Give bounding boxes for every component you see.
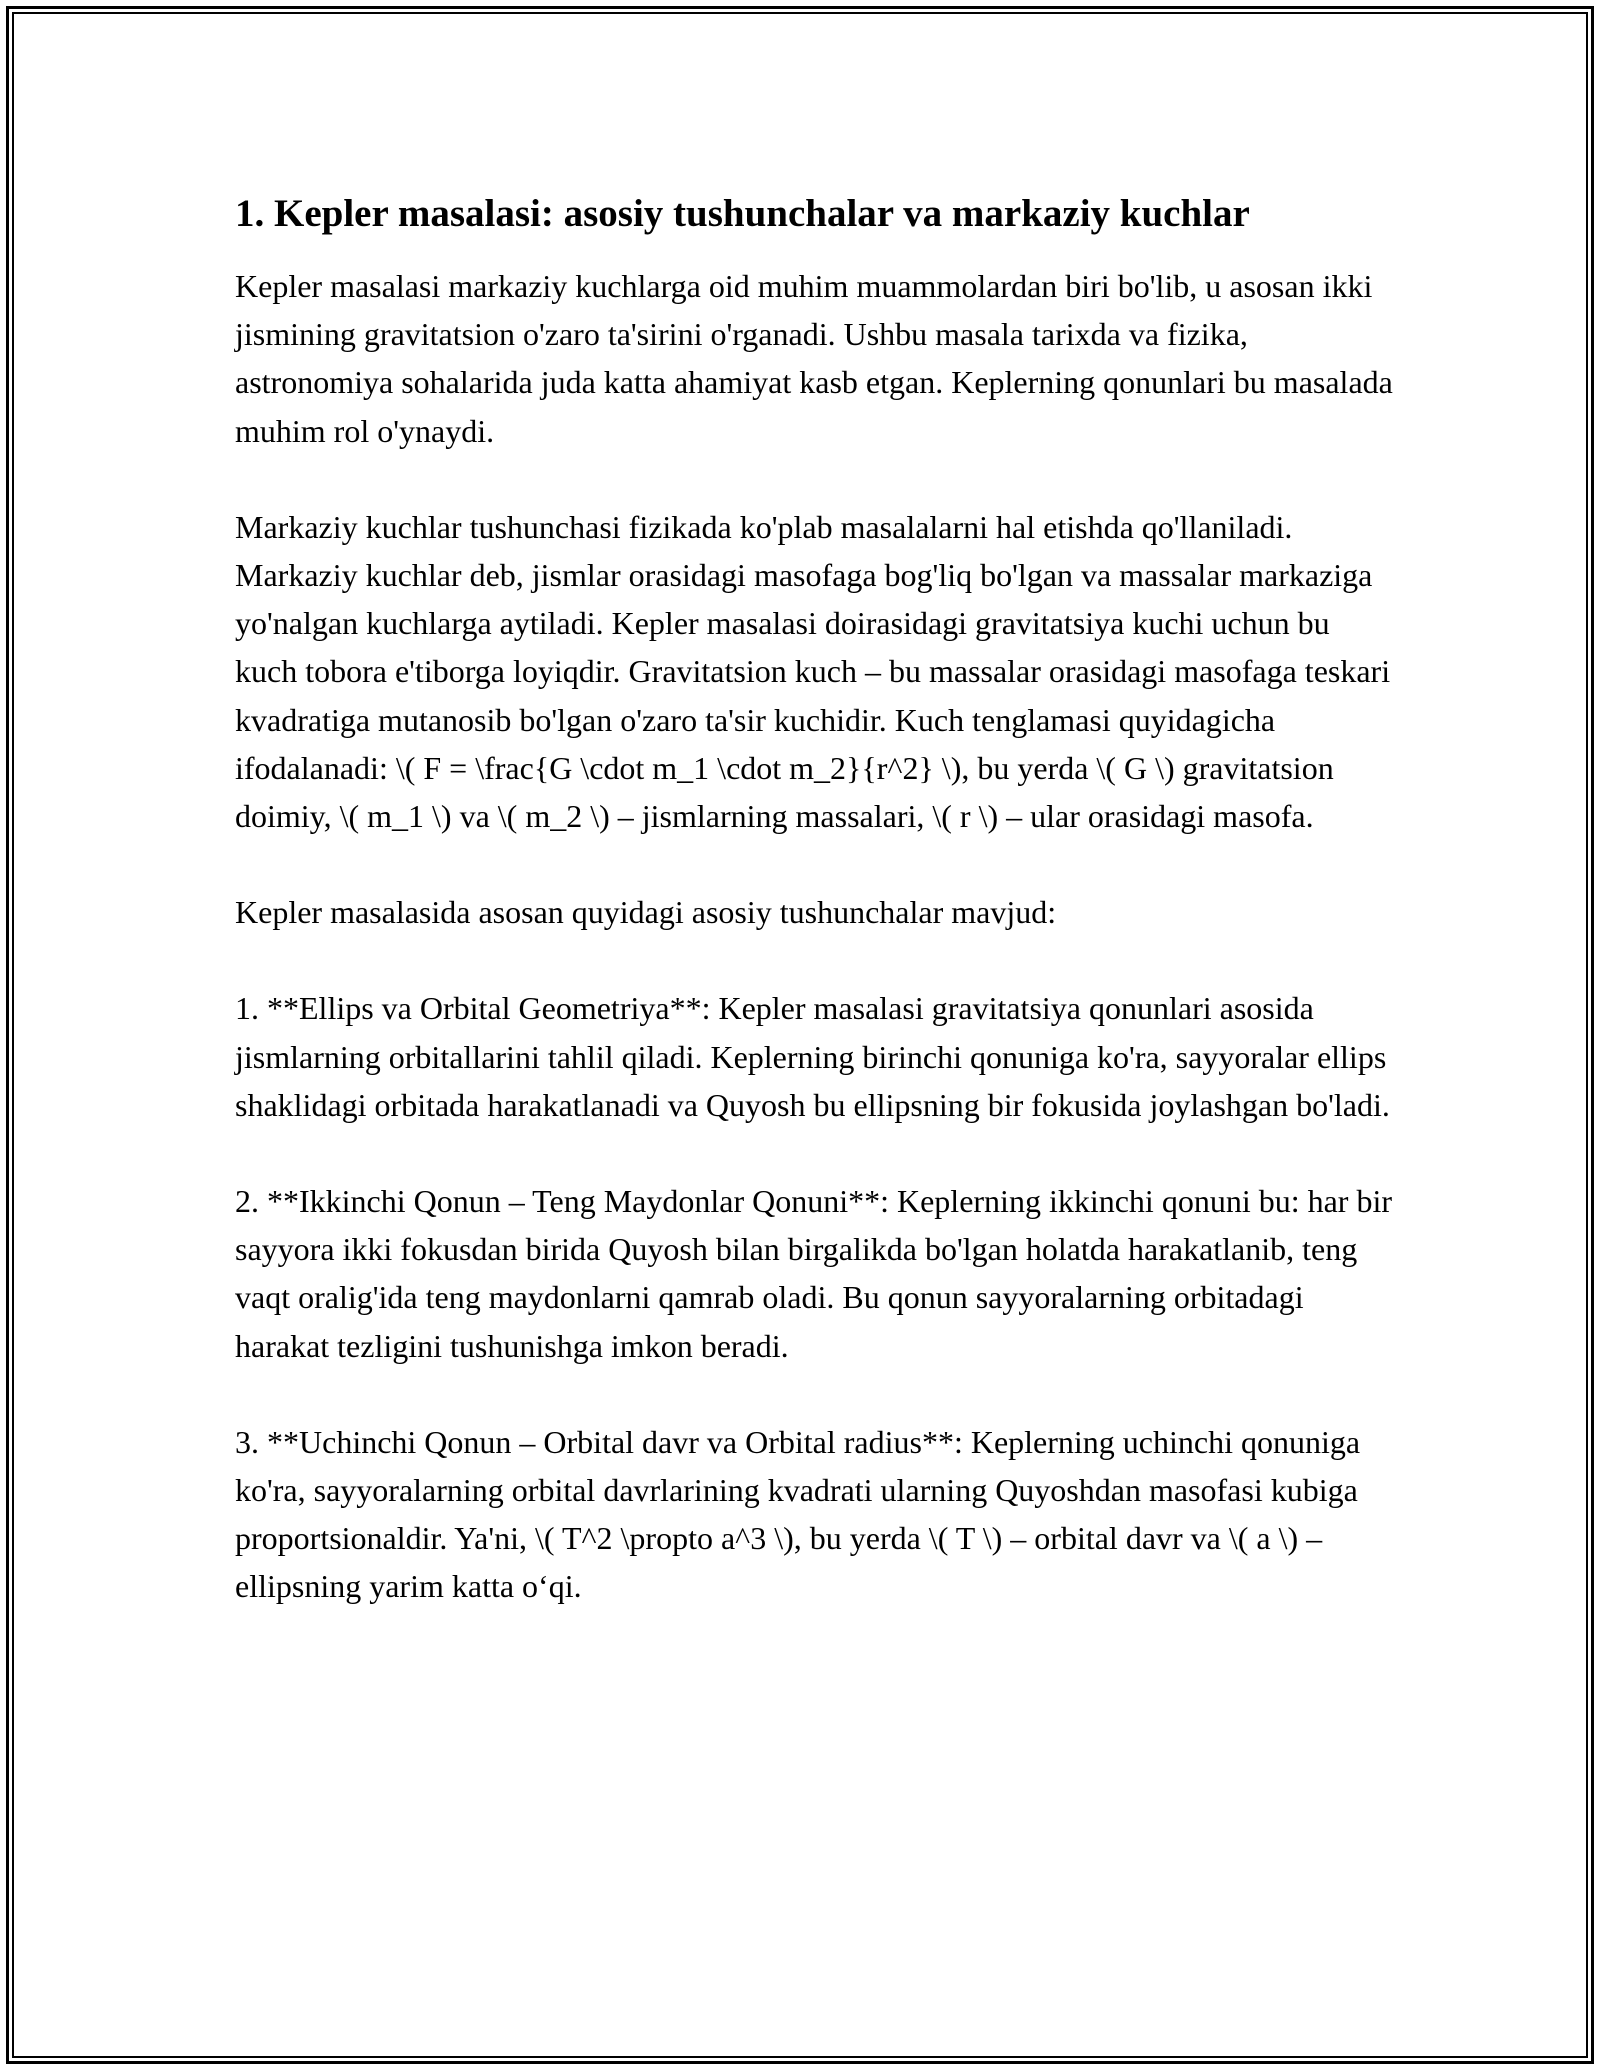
paragraph-concepts-lead: Kepler masalasida asosan quyidagi asosiy tushunchalar mavjud: — [235, 894, 1057, 931]
list-item-third-law: 3. **Uchinchi Qonun – Orbital davr va Orbital radius**: Keplerning uchinchi qonuniga ko'ra, sayyoralarning orbital davrlarining kvadrati ularning Quyoshdan masofasi kubiga proportsionaldir. Ya'ni, \( T^2 \propto a^3 \), bu yerda \( T \) – orbital davr va \( a \) – ellipsning yarim katta o‘qi. — [235, 1423, 1361, 1605]
paragraph-intro: Kepler masalasi markaziy kuchlarga oid muhim muammolardan biri bo'lib, u asosan ikki jismining gravitatsion o'zaro ta'sirini o'rganadi. Ushbu masala tarixda va fizika, astronomiya sohalarida juda katta ahamiyat kasb etgan. Keplerning qonunlari bu masalada muhim rol o'ynaydi. — [235, 268, 1393, 449]
list-item-first-law: 1. **Ellips va Orbital Geometriya**: Kepler masalasi gravitatsiya qonunlari asosida jismlarning orbitallarini tahlil qiladi. Keplerning birinchi qonuniga ko'ra, sayyoralar ellips shaklidagi orbitada harakatlanadi va Quyosh bu ellipsning bir fokusida joylashgan bo'ladi. — [235, 990, 1390, 1123]
paragraph-central-forces: Markaziy kuchlar tushunchasi fizikada ko'plab masalalarni hal etishda qo'llaniladi. Markaziy kuchlar deb, jismlar orasidagi masofaga bog'liq bo'lgan va massalar markaziga yo'nalgan kuchlarga aytiladi. Kepler masalasi doirasidagi gravitatsiya kuchi uchun bu kuch tobora e'tiborga loyiqdir. Gravitatsion kuch – bu massalar orasidagi masofaga teskari kvadratiga mutanosib bo'lgan o'zaro ta'sir kuchidir. Kuch tenglamasi quyidagicha ifodalanadi: \( F = \frac{G \cdot m_1 \cdot m_2}{r^2} \), bu yerda \( G \) gravitatsion doimiy, \( m_1 \) va \( m_2 \) – jismlarning massalari, \( r \) – ular orasidagi masofa. — [235, 508, 1391, 835]
document-body — [235, 188, 1395, 1659]
list-item-second-law: 2. **Ikkinchi Qonun – Teng Maydonlar Qonuni**: Keplerning ikkinchi qonuni bu: har bir sayyora ikki fokusdan birida Quyosh bilan birgalikda bo'lgan holatda harakatlanib, teng vaqt oralig'ida teng maydonlarni qamrab oladi. Bu qonun sayyoralarning orbitadagi harakat tezligini tushunishga imkon beradi. — [235, 1183, 1392, 1364]
section-heading: 1. Kepler masalasi: asosiy tushunchalar va markaziy kuchlar — [235, 192, 1250, 235]
